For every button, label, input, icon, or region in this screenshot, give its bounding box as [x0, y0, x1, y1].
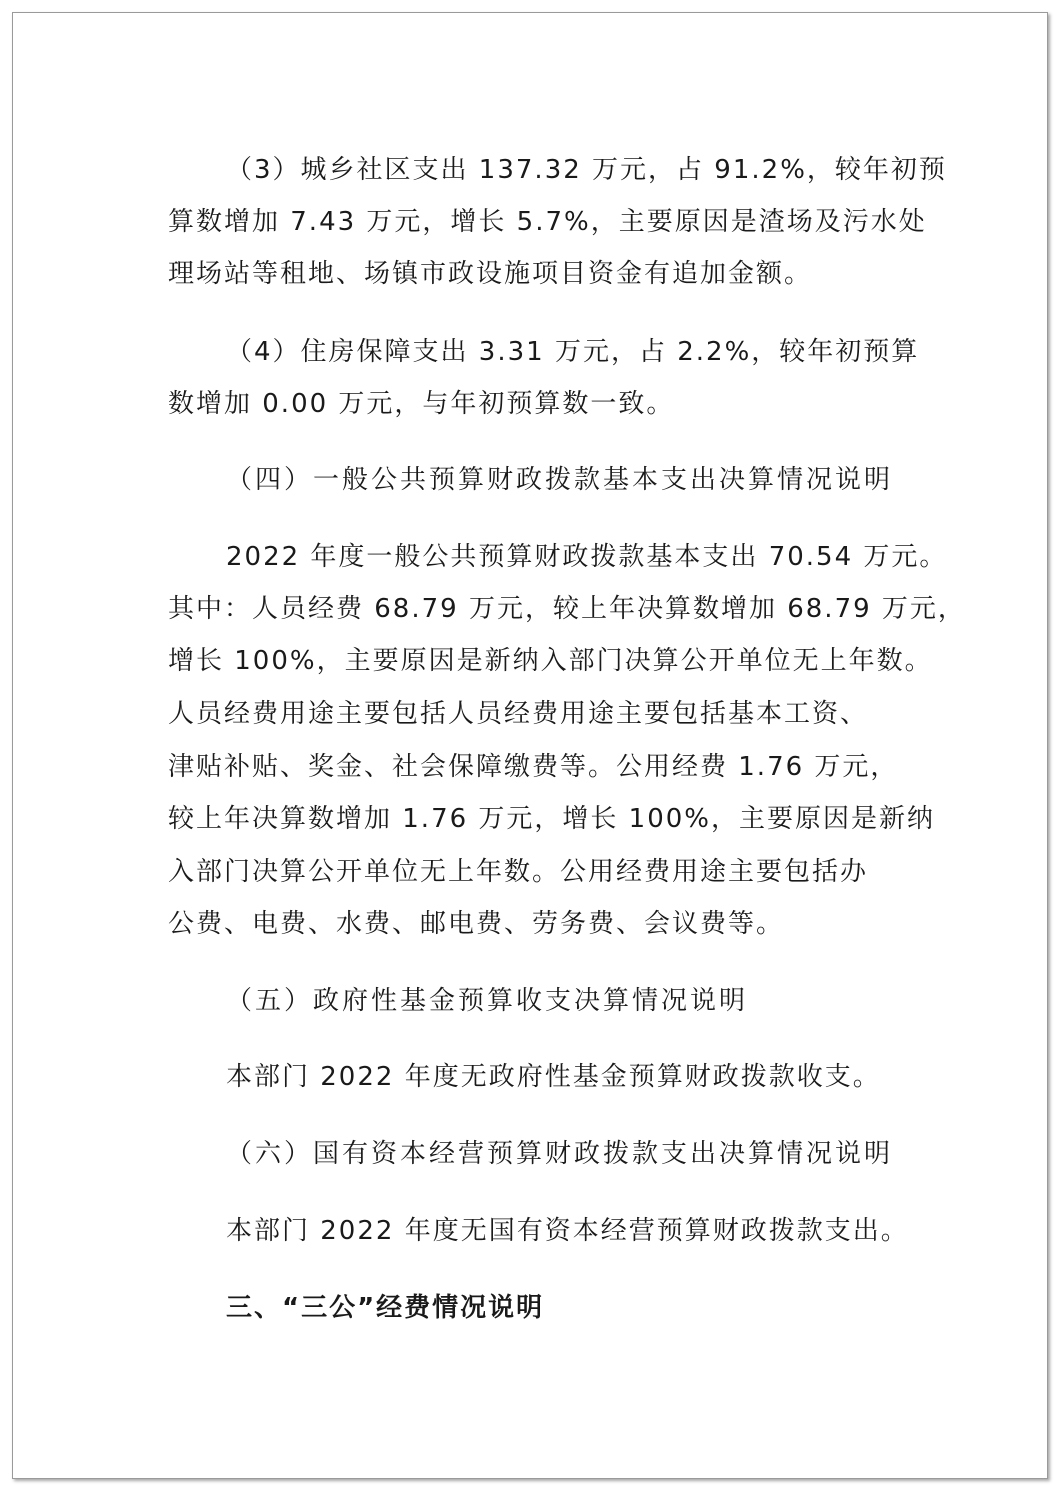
section-heading: （五）政府性基金预算收支决算情况说明 — [226, 986, 749, 1016]
paragraph-line: 本部门 2022 年度无国有资本经营预算财政拨款支出。 — [226, 1216, 909, 1246]
paragraph-line: 本部门 2022 年度无政府性基金预算财政拨款收支。 — [226, 1062, 881, 1092]
chapter-heading: 三、“三公”经费情况说明 — [226, 1293, 545, 1323]
paragraph-line: 津贴补贴、奖金、社会保障缴费等。公用经费 1.76 万元， — [168, 752, 899, 782]
section-heading: （六）国有资本经营预算财政拨款支出决算情况说明 — [226, 1139, 894, 1169]
paragraph-line: 其中：人员经费 68.79 万元，较上年决算数增加 68.79 万元， — [168, 594, 966, 624]
paragraph-line: 入部门决算公开单位无上年数。公用经费用途主要包括办 — [168, 857, 869, 887]
section-heading: （四）一般公共预算财政拨款基本支出决算情况说明 — [226, 465, 894, 495]
paragraph-line: 算数增加 7.43 万元，增长 5.7%，主要原因是渣场及污水处 — [168, 207, 927, 237]
paragraph-line: 公费、电费、水费、邮电费、劳务费、会议费等。 — [168, 909, 785, 939]
paragraph-line: （3）城乡社区支出 137.32 万元，占 91.2%，较年初预 — [226, 155, 947, 185]
paragraph-line: 人员经费用途主要包括人员经费用途主要包括基本工资、 — [168, 699, 869, 729]
paragraph-line: 2022 年度一般公共预算财政拨款基本支出 70.54 万元。 — [226, 542, 948, 572]
paragraph-line: （4）住房保障支出 3.31 万元，占 2.2%，较年初预算 — [226, 337, 920, 367]
paragraph-line: 理场站等租地、场镇市政设施项目资金有追加金额。 — [168, 259, 813, 289]
paragraph-line: 数增加 0.00 万元，与年初预算数一致。 — [168, 389, 675, 419]
paragraph-line: 较上年决算数增加 1.76 万元，增长 100%，主要原因是新纳 — [168, 804, 936, 834]
paragraph-line: 增长 100%，主要原因是新纳入部门决算公开单位无上年数。 — [168, 646, 933, 676]
